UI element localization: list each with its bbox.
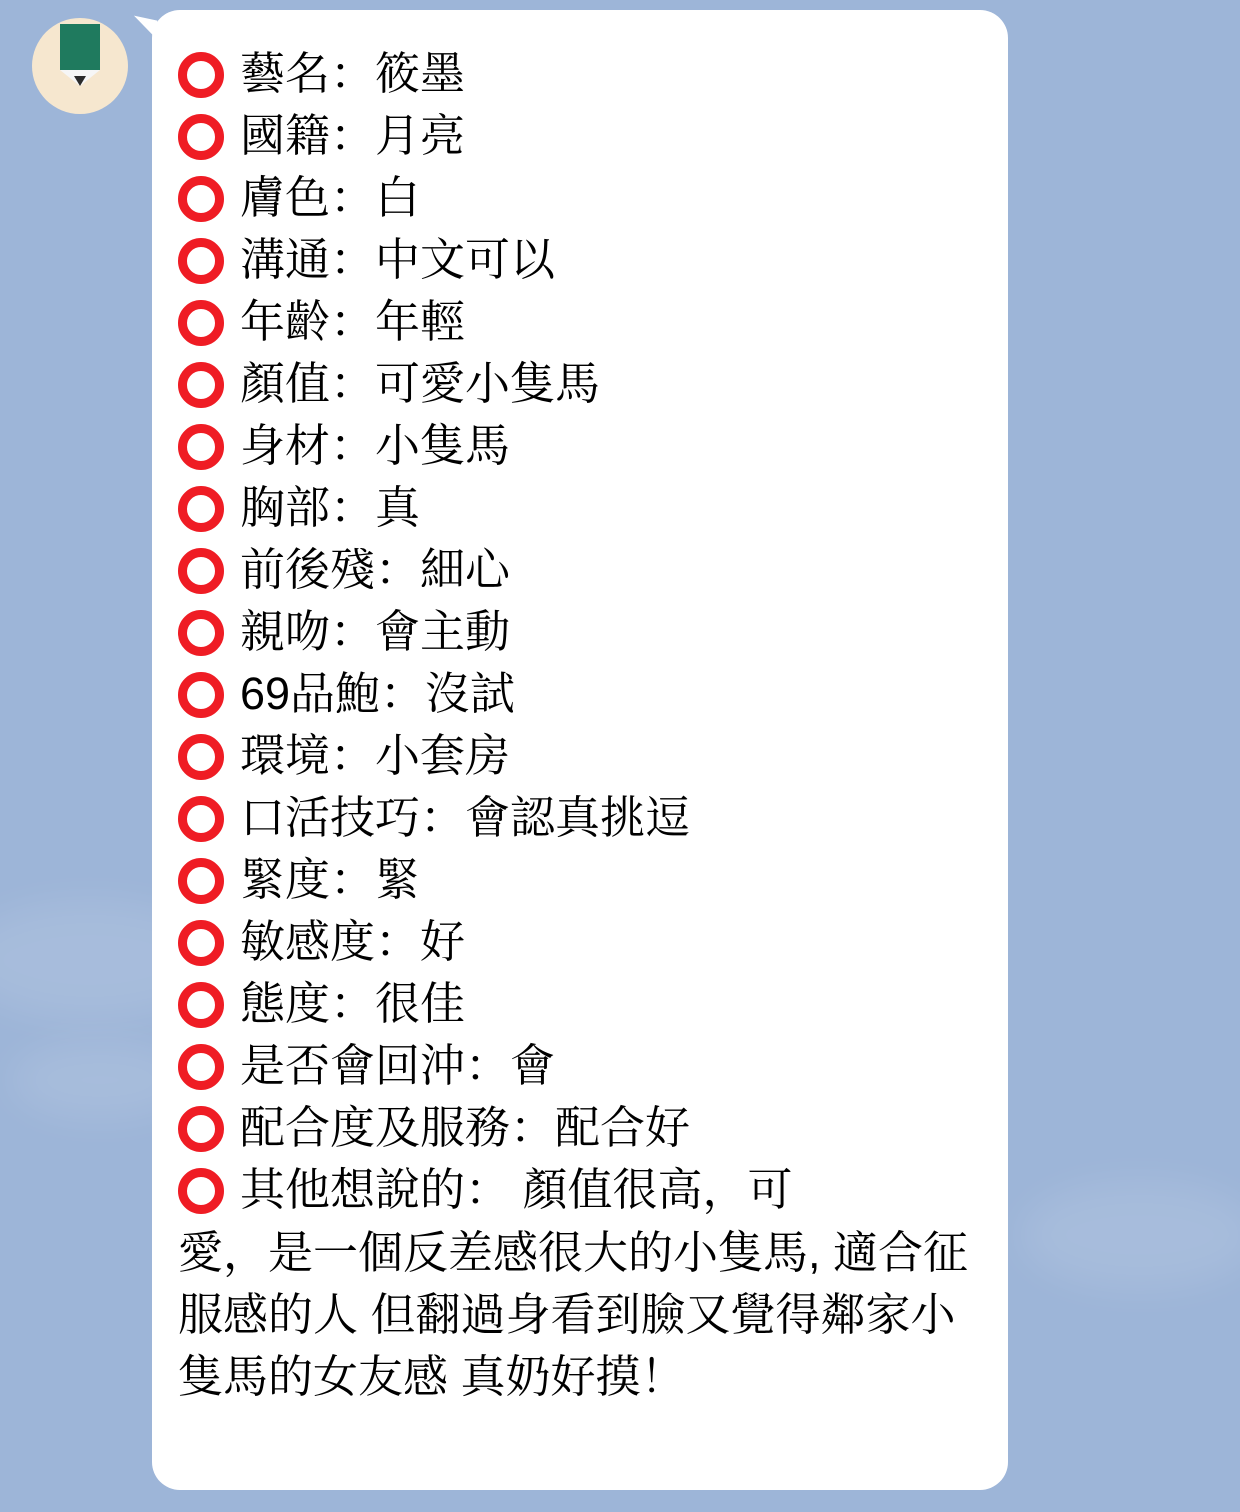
- list-item: [178, 974, 982, 1034]
- list-item: [178, 44, 982, 104]
- list-item-notes: [178, 1160, 982, 1220]
- red-circle-bullet-icon: [178, 920, 224, 966]
- red-circle-bullet-icon: [178, 52, 224, 98]
- list-item-text: 親吻：會主動: [240, 606, 511, 657]
- list-item-text: 顏值：可愛小隻馬: [240, 358, 601, 409]
- list-item: [178, 602, 982, 662]
- notes-paragraph: 愛，是一個反差感很大的小隻馬, 適合征服感的人 但翻過身看到臉又覺得鄰家小隻馬的女友感 真奶好摸！: [178, 1227, 969, 1402]
- red-circle-bullet-icon: [178, 176, 224, 222]
- list-item: [178, 850, 982, 910]
- list-item-notes-head: 其他想說的： 顏值很高，可: [240, 1164, 793, 1215]
- red-circle-bullet-icon: [178, 610, 224, 656]
- avatar[interactable]: [32, 18, 128, 114]
- list-item-text: 前後殘：細心: [240, 544, 511, 595]
- list-item-text: 69品鮑：沒試: [240, 668, 516, 719]
- list-item-text: 胸部：真: [240, 482, 421, 533]
- list-item-text: 緊度：緊: [240, 854, 421, 905]
- red-circle-bullet-icon: [178, 114, 224, 160]
- list-item: [178, 664, 982, 724]
- list-item-text: 敏感度：好: [240, 916, 466, 967]
- red-circle-bullet-icon: [178, 672, 224, 718]
- list-item-text: 國籍：月亮: [240, 110, 466, 161]
- red-circle-bullet-icon: [178, 982, 224, 1028]
- red-circle-bullet-icon: [178, 796, 224, 842]
- list-item: [178, 478, 982, 538]
- red-circle-bullet-icon: [178, 238, 224, 284]
- list-item: [178, 912, 982, 972]
- list-item: [178, 1036, 982, 1096]
- list-item: [178, 230, 982, 290]
- pencil-body: [60, 24, 100, 70]
- pencil-icon: [60, 24, 100, 86]
- list-item: [178, 1098, 982, 1158]
- list-item-text: 膚色：白: [240, 172, 421, 223]
- list-item: [178, 292, 982, 352]
- list-item-text: 是否會回沖：會: [240, 1040, 556, 1091]
- list-item-text: 口活技巧：會認真挑逗: [240, 792, 691, 843]
- red-circle-bullet-icon: [178, 1106, 224, 1152]
- list-item-text: 環境：小套房: [240, 730, 511, 781]
- message-bubble: [152, 10, 1008, 1490]
- background-cloud: [1020, 1180, 1240, 1290]
- list-item: [178, 726, 982, 786]
- list-item-text: 藝名：筱墨: [240, 48, 466, 99]
- pencil-lead: [74, 76, 86, 86]
- list-item: [178, 416, 982, 476]
- list-item: [178, 168, 982, 228]
- red-circle-bullet-icon: [178, 1168, 224, 1214]
- red-circle-bullet-icon: [178, 1044, 224, 1090]
- red-circle-bullet-icon: [178, 486, 224, 532]
- list-item-text: 配合度及服務：配合好: [240, 1102, 691, 1153]
- list-item-text: 態度：很佳: [240, 978, 466, 1029]
- list-item-text: 年齡：年輕: [240, 296, 466, 347]
- red-circle-bullet-icon: [178, 734, 224, 780]
- red-circle-bullet-icon: [178, 858, 224, 904]
- red-circle-bullet-icon: [178, 424, 224, 470]
- list-item: [178, 788, 982, 848]
- list-item-text: 溝通：中文可以: [240, 234, 556, 285]
- list-item: [178, 106, 982, 166]
- list-item: [178, 540, 982, 600]
- red-circle-bullet-icon: [178, 362, 224, 408]
- list-item-text: 身材：小隻馬: [240, 420, 511, 471]
- info-list: [178, 44, 982, 1220]
- red-circle-bullet-icon: [178, 300, 224, 346]
- red-circle-bullet-icon: [178, 548, 224, 594]
- list-item: [178, 354, 982, 414]
